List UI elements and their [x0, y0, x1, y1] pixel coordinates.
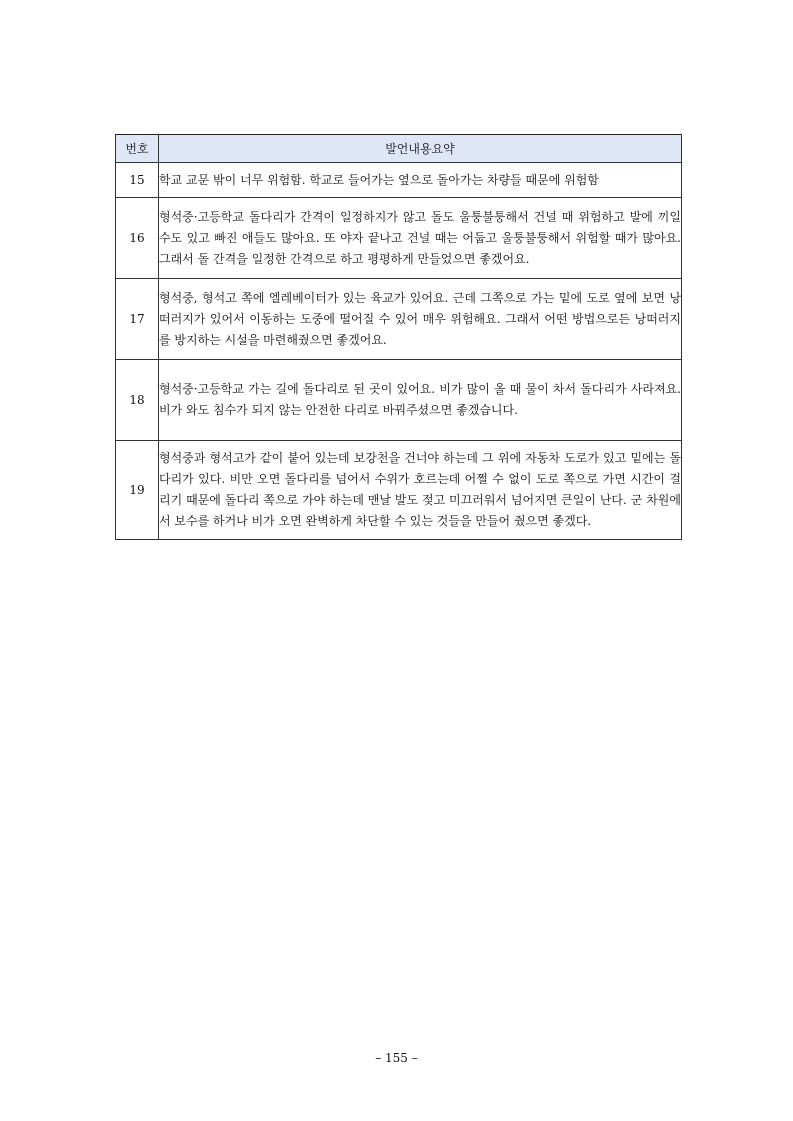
row-text: 형석중, 형석고 쪽에 엘레베이터가 있는 육교가 있어요. 근데 그쪽으로 가는 밑에 도로 옆에 보면 낭떠러지가 있어서 이동하는 도중에 떨어질 수 있어 매우 위험해요. 그래서 어떤 방법으로든 낭떠러지를 방지하는 시설을 마련해줬으면 좋겠어요.: [159, 279, 682, 360]
table-row: [116, 198, 682, 279]
row-number: 17: [116, 279, 159, 360]
row-text: 학교 교문 밖이 너무 위험함. 학교로 들어가는 옆으로 돌아가는 차량들 때문에 위험함: [159, 163, 682, 198]
header-number: 번호: [116, 135, 159, 163]
page-number: – 155 –: [375, 1051, 418, 1065]
row-number: 18: [116, 360, 159, 441]
row-number: 16: [116, 198, 159, 279]
row-text: 형석중·고등학교 돌다리가 간격이 일정하지가 않고 돌도 울퉁불퉁해서 건널 때 위험하고 발에 끼일 수도 있고 빠진 애들도 많아요. 또 야자 끝나고 건널 때는 어둡고 울퉁불퉁해서 위험할 때가 많아요. 그래서 돌 간격을 일정한 간격으로 하고 평평하게 만들었으면 좋겠어요.: [159, 198, 682, 279]
row-number: 19: [116, 441, 159, 540]
table-row: [116, 163, 682, 198]
statement-summary-table: [115, 134, 682, 540]
table-row: [116, 360, 682, 441]
row-text: 형석중과 형석고가 같이 붙어 있는데 보강천을 건너야 하는데 그 위에 자동차 도로가 있고 밑에는 돌다리가 있다. 비만 오면 돌다리를 넘어서 수위가 호르는데 어쩔 수 없이 도로 쪽으로 가면 시간이 걸리기 때문에 돌다리 쪽으로 가야 하는데 맨날 발도 젖고 미끄러워서 넘어지면 큰일이 난다. 군 차원에서 보수를 하거나 비가 오면 완벽하게 차단할 수 있는 것들을 만들어 줬으면 좋겠다.: [159, 441, 682, 540]
table-row: [116, 279, 682, 360]
row-text: 형석중·고등학교 가는 길에 돌다리로 된 곳이 있어요. 비가 많이 올 때 물이 차서 돌다리가 사라져요. 비가 와도 침수가 되지 않는 안전한 다리로 바꿔주셨으면 좋겠습니다.: [159, 360, 682, 441]
row-number: 15: [116, 163, 159, 198]
header-content: 발언내용요약: [159, 135, 682, 163]
table-header-row: [116, 135, 682, 163]
table-row: [116, 441, 682, 540]
